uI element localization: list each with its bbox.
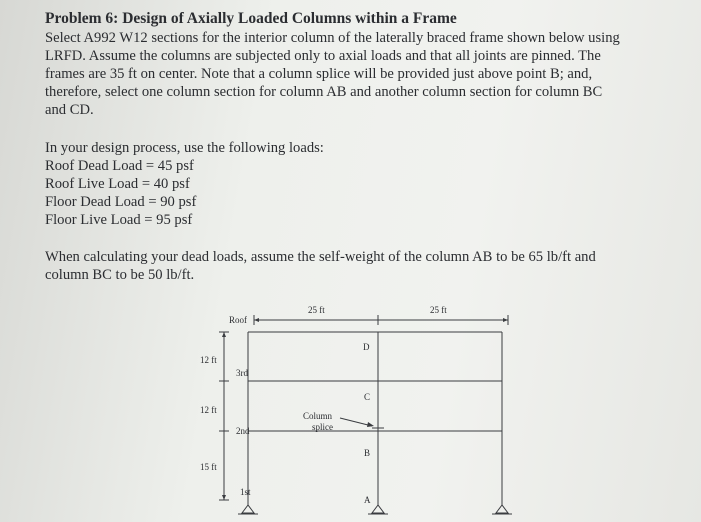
intro-line: frames are 35 ft on center. Note that a column splice will be provided just above point B; and, [45, 66, 593, 82]
point-a-label: A [364, 495, 371, 505]
span-left-label: 25 ft [308, 305, 325, 315]
intro-line: LRFD. Assume the columns are subjected only to axial loads and that all joints are pinned. The [45, 48, 601, 64]
arrow-head [503, 318, 508, 322]
splice-leader [340, 418, 372, 426]
load-floor-live: Floor Live Load = 95 psf [45, 212, 193, 228]
right-pin-support [492, 505, 512, 514]
first-level-label: 1st [240, 487, 251, 497]
point-d-label: D [363, 342, 370, 352]
self-weight-line: When calculating your dead loads, assume the self-weight of the column AB to be 65 lb/ft and [45, 249, 596, 265]
intro-line: and CD. [45, 102, 94, 118]
second-level-label: 2nd [236, 426, 250, 436]
arrow-head [254, 318, 259, 322]
left-pin-support [238, 505, 258, 514]
middle-story-height: 12 ft [200, 405, 217, 415]
splice-label-line1: Column [303, 411, 333, 421]
loads-intro: In your design process, use the following loads: [45, 140, 324, 156]
load-floor-dead: Floor Dead Load = 90 psf [45, 194, 197, 210]
third-level-label: 3rd [236, 368, 248, 378]
problem-title: Problem 6: Design of Axially Loaded Columns within a Frame [45, 10, 457, 27]
intro-line: therefore, select one column section for column AB and another column section for column BC [45, 84, 603, 100]
splice-label-line2: splice [312, 422, 333, 432]
arrow-head [222, 495, 226, 500]
bottom-story-height: 15 ft [200, 462, 217, 472]
load-roof-dead: Roof Dead Load = 45 psf [45, 158, 194, 174]
intro-line: Select A992 W12 sections for the interior column of the laterally braced frame shown below using [45, 30, 620, 46]
span-right-label: 25 ft [430, 305, 447, 315]
interior-pin-support [368, 505, 388, 514]
arrow-head [222, 332, 226, 337]
point-c-label: C [364, 392, 371, 402]
point-b-label: B [364, 448, 371, 458]
load-roof-live: Roof Live Load = 40 psf [45, 176, 190, 192]
arrow-head [367, 422, 374, 427]
self-weight-line: column BC to be 50 lb/ft. [45, 267, 195, 283]
top-story-height: 12 ft [200, 355, 217, 365]
roof-level-label: Roof [229, 315, 247, 325]
